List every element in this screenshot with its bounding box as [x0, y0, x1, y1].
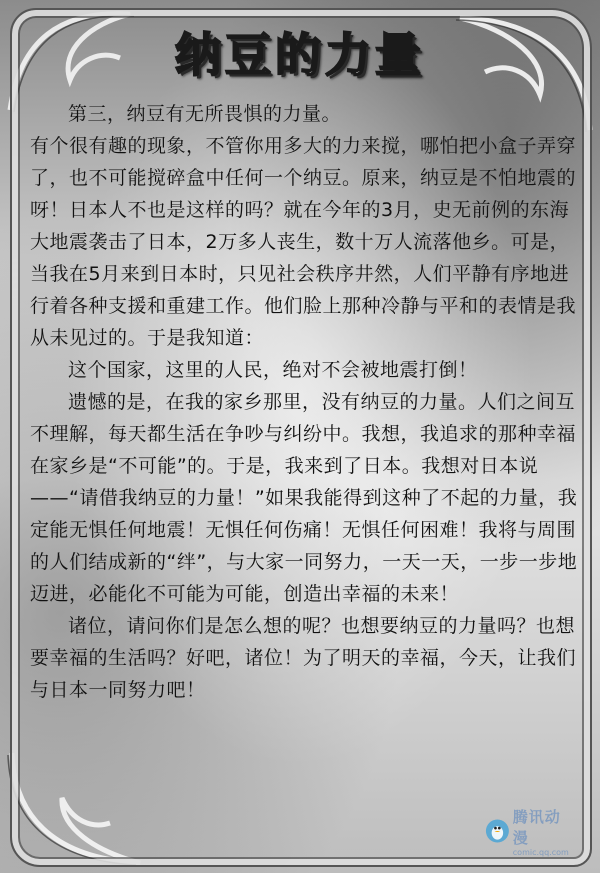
article-body	[30, 98, 578, 706]
tencent-penguin-icon	[484, 817, 511, 845]
paragraph-1: 第三，纳豆有无所畏惧的力量。	[68, 103, 342, 125]
watermark	[484, 807, 574, 857]
watermark-domain: comic.qq.com	[512, 847, 569, 857]
paragraph-2: 有个很有趣的现象，不管你用多大的力来搅，哪怕把小盒子弄穿了，也不可能搅碎盒中任何一个纳豆。原来，纳豆是不怕地震的呀！日本人不也是这样的吗？就在今年的3月，史无前例的东海大地震袭击了日本，2万多人丧生，数十万人流落他乡。可是，当我在5月来到日本时，只见社会秩序井然，人们平静有序地进行着各种支援和重建工作。他们脸上那种冷静与平和的表情是我从未见过的。于是我知道：	[30, 135, 577, 349]
paragraph-4: 遗憾的是，在我的家乡那里，没有纳豆的力量。人们之间互不理解，每天都生活在争吵与纠纷中。我想，我追求的那种幸福在家乡是“不可能”的。于是，我来到了日本。我想对日本说——“请借我纳豆的力量！”如果我能得到这种了不起的力量，我定能无惧任何地震！无惧任何伤痛！无惧任何困难！我将与周围的人们结成新的“绊”，与大家一同努力，一天一天，一步一步地迈进，必能化不可能为可能，创造出幸福的未来！	[30, 391, 578, 605]
swirl-ornament-bottom-left	[0, 743, 160, 873]
paragraph-3: 这个国家，这里的人民，绝对不会被地震打倒！	[68, 359, 478, 381]
page-title: 纳豆的力量	[175, 28, 425, 82]
watermark-name: 腾讯动漫	[512, 807, 561, 847]
title-banner	[0, 22, 600, 82]
paragraph-5: 诸位，请问你们是怎么想的呢？也想要纳豆的力量吗？也想要幸福的生活吗？好吧，诸位！为了明天的幸福，今天，让我们与日本一同努力吧！	[30, 615, 577, 701]
